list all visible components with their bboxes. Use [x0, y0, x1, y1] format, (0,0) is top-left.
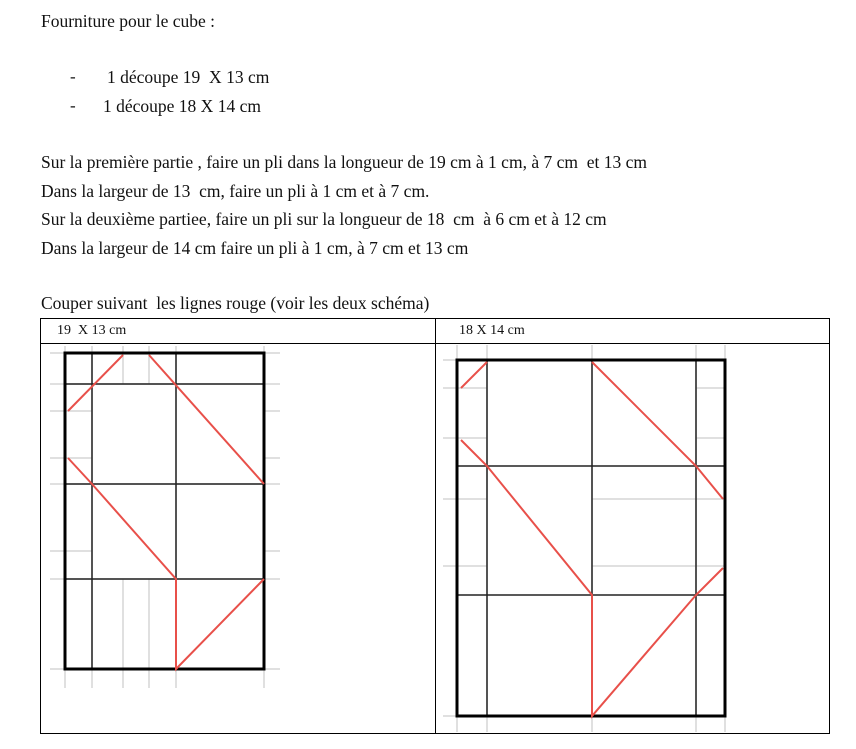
diagram-19x13: [50, 346, 280, 688]
fold-lines: [65, 353, 264, 669]
piece-outline: [65, 353, 264, 669]
instruction-line: Dans la largeur de 14 cm faire un pli à 1 cm, à 7 cm et 13 cm: [41, 238, 469, 258]
cut-lines: [68, 355, 264, 669]
supply-item: 1 découpe 18 X 14 cm: [103, 96, 261, 116]
grid-lines: [50, 346, 280, 688]
heading: Fourniture pour le cube :: [41, 11, 215, 31]
diagram-18x14: [443, 345, 725, 732]
instruction-line: Sur la deuxième partiee, faire un pli sur la longueur de 18 cm à 6 cm et à 12 cm: [41, 209, 607, 229]
cut-note: Couper suivant les lignes rouge (voir les deux schéma): [41, 293, 430, 313]
table-header-col2: 18 X 14 cm: [459, 323, 525, 338]
bullet-dash: -: [70, 67, 76, 86]
grid-lines: [443, 345, 725, 732]
instruction-line: Sur la première partie , faire un pli dans la longueur de 19 cm à 1 cm, à 7 cm et 13 cm: [41, 152, 647, 172]
instruction-line: Dans la largeur de 13 cm, faire un pli à 1 cm et à 7 cm.: [41, 181, 430, 201]
bullet-dash: -: [70, 96, 76, 115]
supply-item: 1 découpe 19 X 13 cm: [107, 67, 270, 87]
table-header-col1: 19 X 13 cm: [57, 323, 127, 338]
